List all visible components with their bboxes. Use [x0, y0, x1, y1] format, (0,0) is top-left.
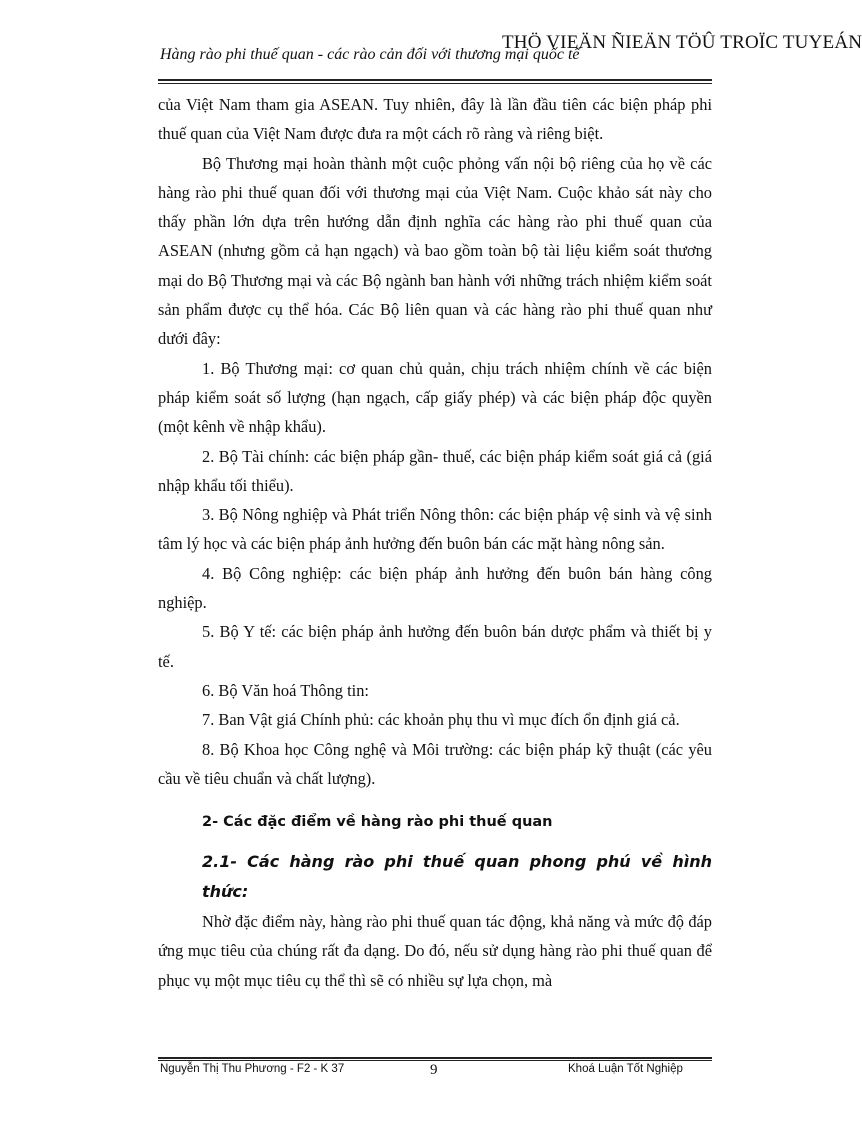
watermark-text: THÖ VIEÄN ÑIEÄN TÖÛ TROÏC TUYEÁN — [502, 32, 862, 53]
list-item-ministry-industry: 4. Bộ Công nghiệp: các biện pháp ảnh hưởng đến buôn bán hàng công nghiệp. — [158, 563, 712, 613]
list-item-price-committee: 7. Ban Vật giá Chính phủ: các khoản phụ thu vì mục đích ổn định giá cả. — [202, 710, 680, 730]
paragraph-closing: Nhờ đặc điểm này, hàng rào phi thuế quan tác động, khả năng và mức độ đáp ứng mục tiêu của chúng rất đa dạng. Do đó, nếu sử dụng hàng rào phi thuế quan để phục vụ một mục tiêu cụ thể thì sẽ có nhiều sự lựa chọn, mà — [158, 912, 712, 990]
list-item-ministry-health: 5. Bộ Y tế: các biện pháp ảnh hưởng đến buôn bán dược phẩm và thiết bị y tế. — [158, 622, 712, 671]
header-rule — [158, 79, 712, 85]
page-body — [158, 90, 712, 995]
list-item-ministry-science: 8. Bộ Khoa học Công nghệ và Môi trường: các biện pháp kỹ thuật (các yêu cầu về tiêu chuẩn và chất lượng). — [158, 739, 712, 788]
subsection-heading: 2.1- Các hàng rào phi thuế quan phong phú về hình thức: — [202, 852, 712, 902]
footer-document-type: Khoá Luận Tốt Nghiệp — [568, 1063, 683, 1075]
list-item-ministry-agriculture: 3. Bộ Nông nghiệp và Phát triển Nông thôn: các biện pháp vệ sinh và vệ sinh tâm lý học và các biện pháp ảnh hưởng đến buôn bán các mặt hàng nông sản. — [158, 505, 712, 554]
running-header-title: Hàng rào phi thuế quan - các rào cản đối với thương mại quốc tế — [160, 46, 580, 63]
list-item-ministry-culture: 6. Bộ Văn hoá Thông tin: — [202, 680, 369, 700]
page-number: 9 — [430, 1062, 438, 1078]
paragraph-continuation: của Việt Nam tham gia ASEAN. Tuy nhiên, đây là lần đầu tiên các biện pháp phi thuế quan của Việt Nam được đưa ra một cách rõ ràng và riêng biệt. — [158, 95, 712, 144]
list-item-ministry-trade: 1. Bộ Thương mại: cơ quan chủ quản, chịu trách nhiệm chính về các biện pháp kiểm soát số lượng (hạn ngạch, cấp giấy phép) và các biện pháp độc quyền (một kênh về nhập khẩu). — [158, 358, 712, 437]
footer-author: Nguyễn Thị Thu Phương - F2 - K 37 — [160, 1063, 345, 1075]
list-item-ministry-finance: 2. Bộ Tài chính: các biện pháp gần- thuế, các biện pháp kiểm soát giá cả (giá nhập khẩu tối thiểu). — [158, 446, 712, 495]
paragraph-survey: Bộ Thương mại hoàn thành một cuộc phỏng vấn nội bộ riêng của họ về các hàng rào phi thuế quan đối với thương mại của Việt Nam. Cuộc khảo sát này cho thấy phần lớn dựa trên hướng dẫn định nghĩa các hàng rào phi thuế quan của ASEAN (nhưng gồm cả hạn ngạch) và bao gồm toàn bộ tài liệu kiểm soát thương mại do Bộ Thương mại và các Bộ ngành ban hành với những trách nhiệm kiểm soát sản phẩm được cụ thể hóa. Các Bộ liên quan và các hàng rào phi thuế quan như dưới đây: — [158, 153, 712, 349]
section-heading: 2- Các đặc điểm về hàng rào phi thuế quan — [202, 814, 553, 831]
